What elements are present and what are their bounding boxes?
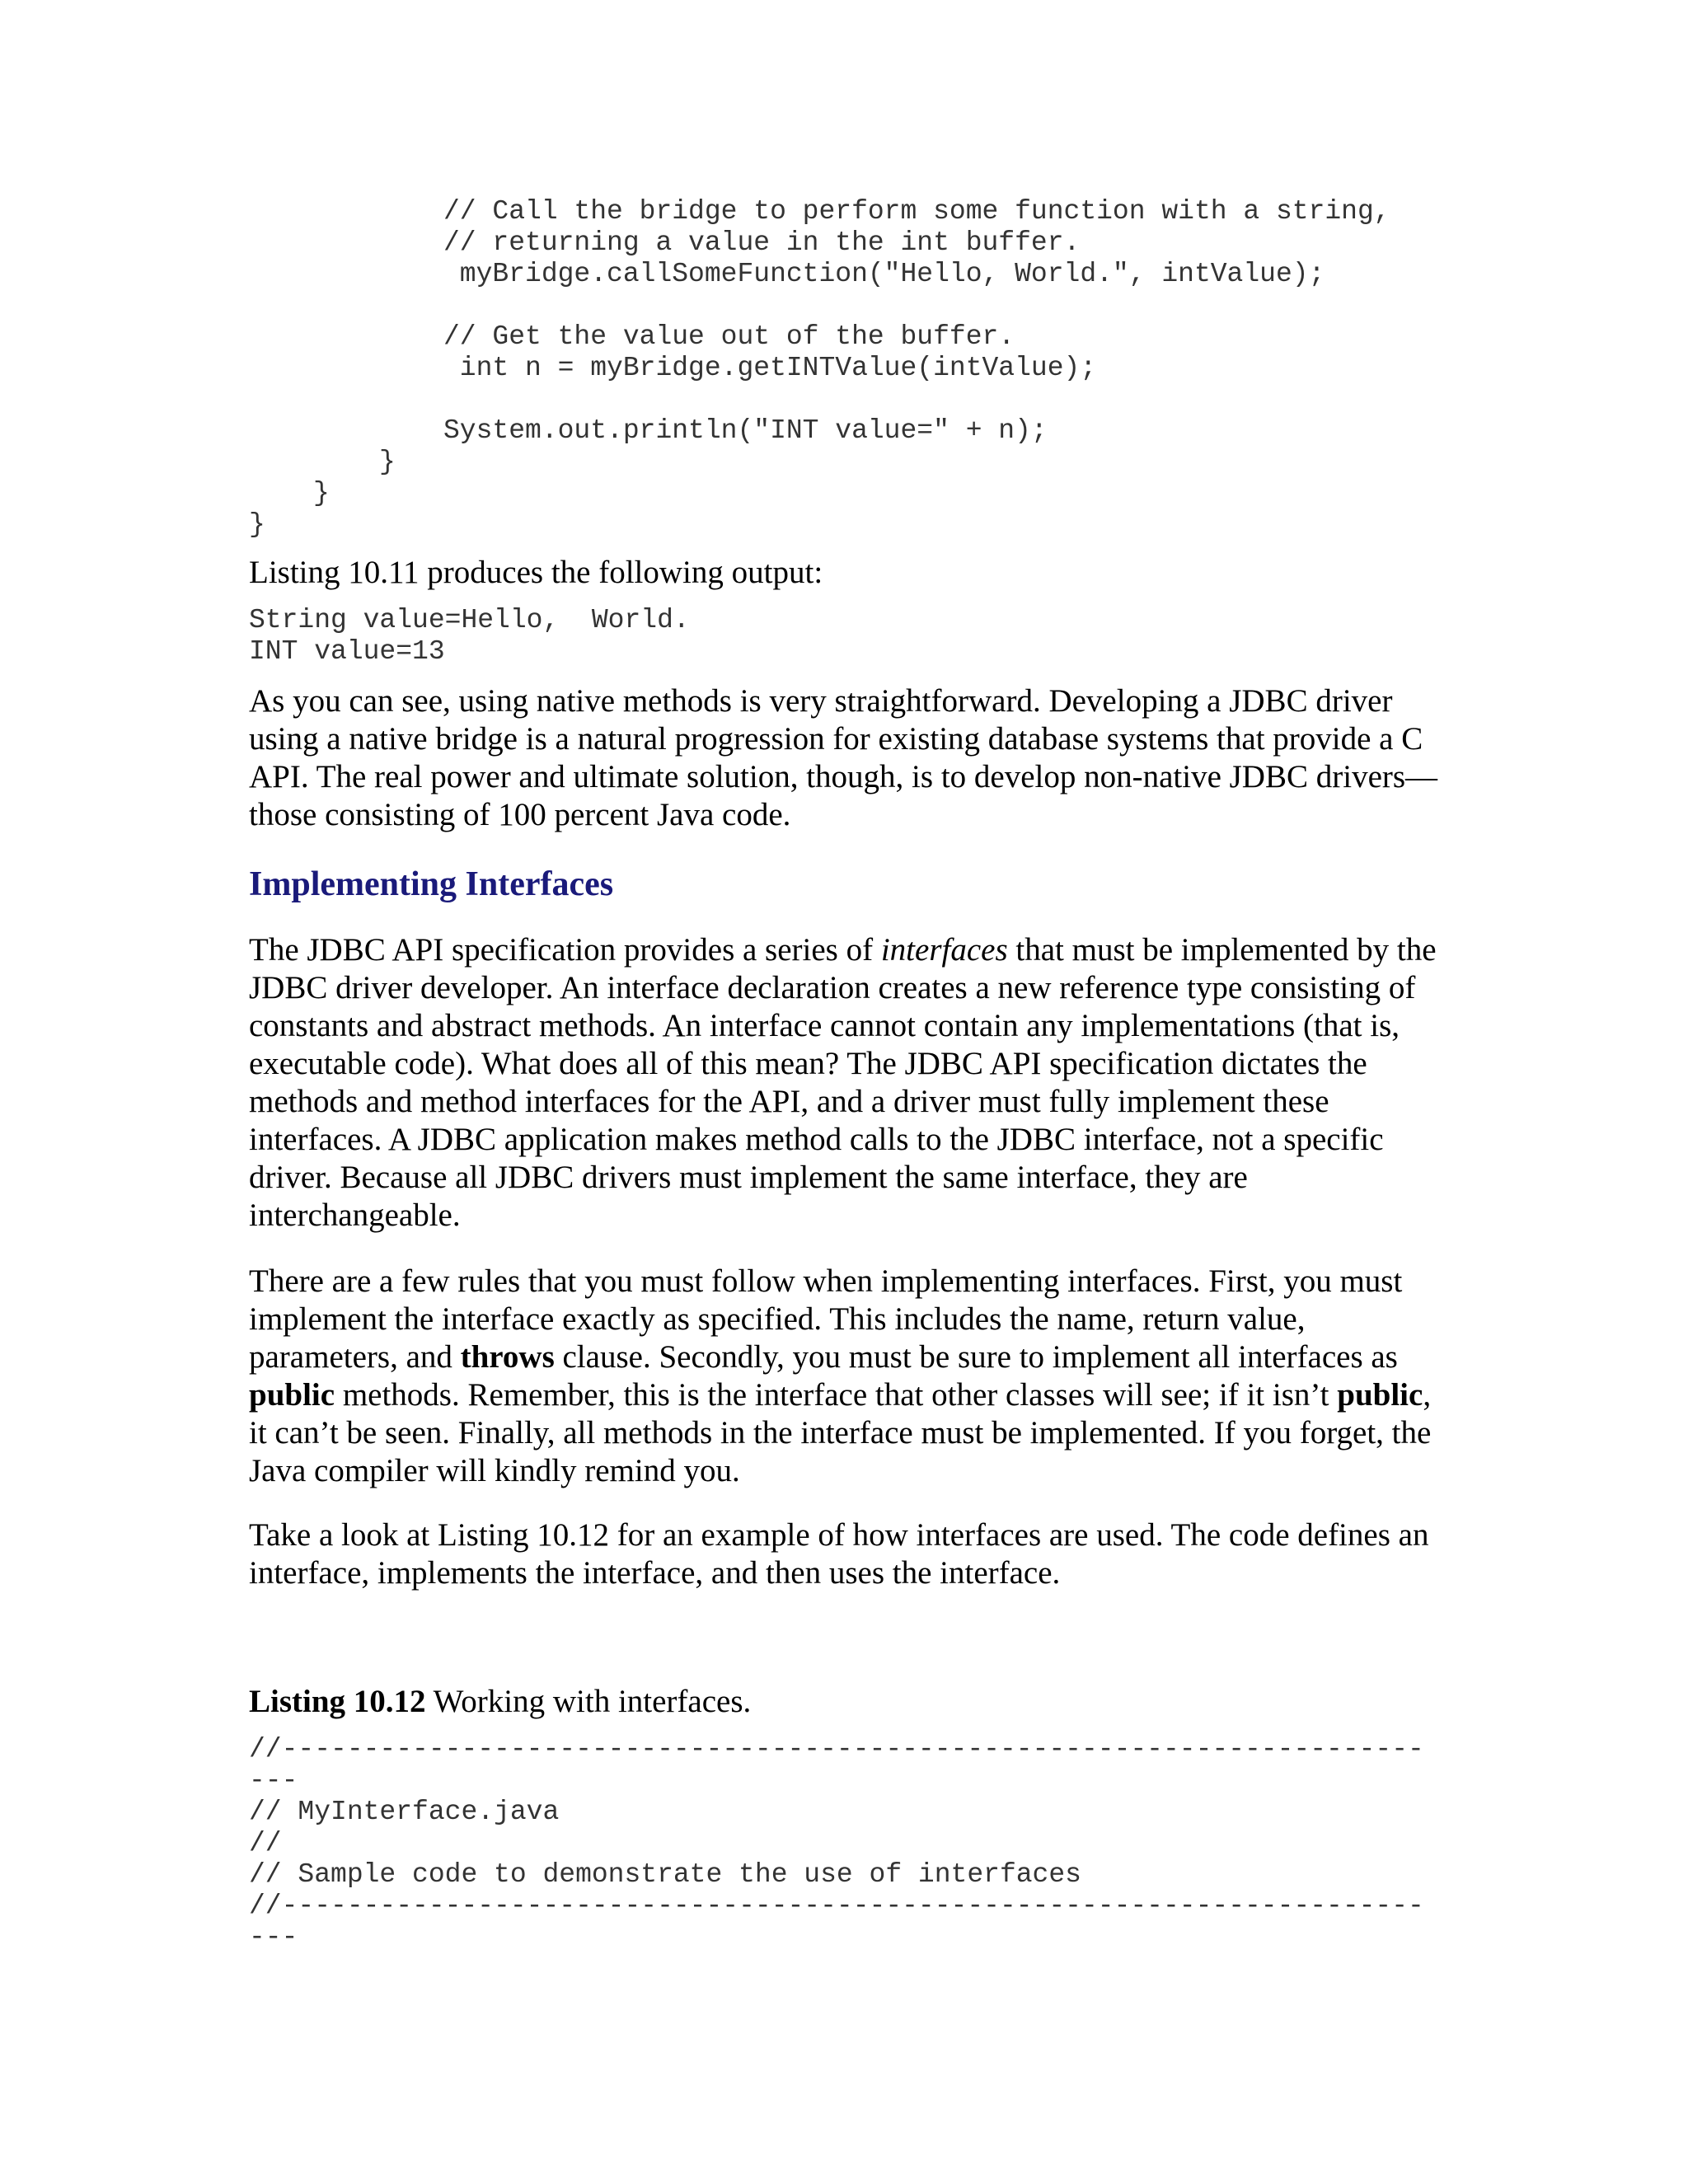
- listing-title: Working with interfaces.: [425, 1684, 752, 1719]
- code-line: myBridge.callSomeFunction("Hello, World.", intValue);: [443, 259, 1325, 289]
- code-line: // Get the value out of the buffer.: [443, 321, 1015, 352]
- listing-label: Listing 10.12: [249, 1684, 426, 1719]
- text-run: The JDBC API specification provides a series of: [249, 932, 881, 968]
- bold-keyword: public: [1337, 1377, 1423, 1413]
- code-line: }: [249, 509, 265, 540]
- code-line: }: [313, 478, 330, 509]
- code-line: int n = myBridge.getINTValue(intValue);: [443, 353, 1097, 383]
- paragraph-native-methods: As you can see, using native methods is very straightforward. Developing a JDBC driver using a native bridge is a natural progression for existing database systems that provide a C API. The real power and ultimate solution, though, is to develop non-native JDBC drivers—those consisting of 100 percent Java code.: [249, 683, 1438, 832]
- code-line: // returning a value in the int buffer.: [443, 227, 1081, 258]
- code-line: INT value=13: [249, 636, 445, 667]
- code-line: System.out.println("INT value=" + n);: [443, 415, 1048, 446]
- listing-caption: [249, 1683, 1452, 1721]
- code-line: String value=Hello, World.: [249, 605, 690, 635]
- code-line: }: [379, 447, 396, 477]
- bold-keyword: throws: [460, 1339, 555, 1375]
- text-run: clause. Secondly, you must be sure to implement all interfaces as: [554, 1339, 1398, 1375]
- text-run: There are a few rules that you must follow when implementing interfaces. First, you must implement the interface exactly as specified. This includes the name, return value, parameters, and: [249, 1263, 1403, 1375]
- text-run: that must be implemented by the JDBC driver developer. An interface declaration creates a new reference type consisting of constants and abstract methods. An interface cannot contain any implementations (that is, executable code). What does all of this mean? The JDBC API specification dictates the methods and method interfaces for the API, and a driver must fully implement these interfaces. A JDBC application makes method calls to the JDBC interface, not a specific driver. Because all JDBC drivers must implement the same interface, they are interchangeable.: [249, 932, 1437, 1233]
- output-intro: Listing 10.11 produces the following output:: [249, 555, 823, 590]
- code-line: // Call the bridge to perform some function with a string,: [443, 196, 1390, 227]
- emphasis-interfaces: interfaces: [880, 932, 1008, 968]
- code-line: //: [249, 1828, 282, 1858]
- bold-keyword: public: [249, 1377, 335, 1413]
- paragraph-take-a-look: Take a look at Listing 10.12 for an example of how interfaces are used. The code defines an interface, implements the interface, and then uses the interface.: [249, 1517, 1429, 1591]
- paragraph-rules: [249, 1263, 1452, 1490]
- paragraph-jdbc-spec: [249, 931, 1452, 1235]
- text-run: methods. Remember, this is the interface that other classes will see; if it isn’t: [335, 1377, 1338, 1413]
- section-heading: Implementing Interfaces: [249, 865, 614, 903]
- code-line: ---: [249, 1922, 298, 1952]
- code-line: // MyInterface.java: [249, 1797, 560, 1827]
- code-line: // Sample code to demonstrate the use of interfaces: [249, 1859, 1081, 1890]
- code-line: ---: [249, 1765, 298, 1796]
- code-line: //----------------------------------------------------------------------: [249, 1734, 1424, 1765]
- code-line: //----------------------------------------------------------------------: [249, 1891, 1424, 1921]
- text-run: , it can’t be seen. Finally, all methods in the interface must be implemented. If you forget, the Java compiler will kindly remind you.: [249, 1377, 1432, 1488]
